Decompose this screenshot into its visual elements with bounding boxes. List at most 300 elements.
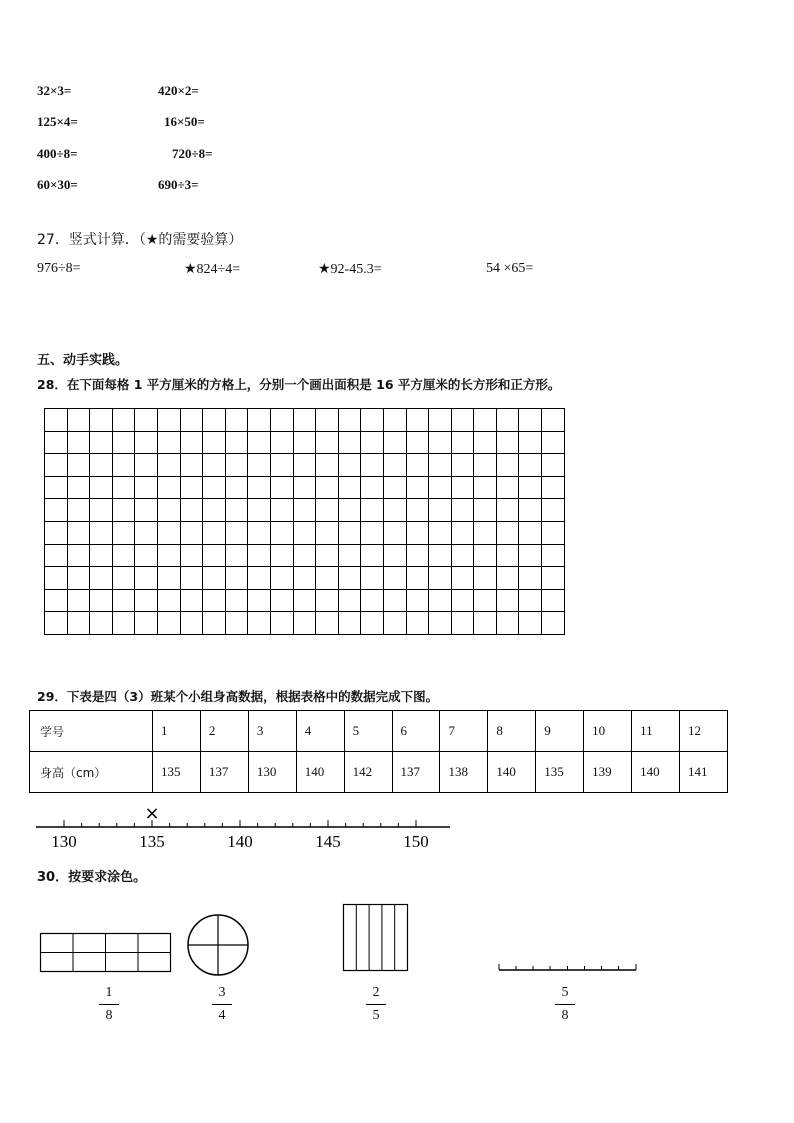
grid-cell[interactable] — [384, 590, 407, 613]
grid-cell[interactable] — [294, 477, 317, 500]
grid-cell[interactable] — [90, 567, 113, 590]
grid-cell[interactable] — [135, 409, 158, 432]
grid-cell[interactable] — [248, 409, 271, 432]
grid-cell[interactable] — [203, 432, 226, 455]
grid-cell[interactable] — [497, 522, 520, 545]
table-cell: 140 — [296, 752, 344, 793]
grid-cell[interactable] — [384, 545, 407, 568]
grid-cell[interactable] — [113, 454, 136, 477]
grid-cell[interactable] — [68, 499, 91, 522]
grid-cell[interactable] — [271, 545, 294, 568]
grid-cell[interactable] — [135, 590, 158, 613]
table-cell: 139 — [584, 752, 632, 793]
grid-cell[interactable] — [542, 432, 565, 455]
grid-cell[interactable] — [203, 409, 226, 432]
grid-cell[interactable] — [181, 612, 204, 635]
grid-cell[interactable] — [68, 477, 91, 500]
grid-cell[interactable] — [452, 409, 475, 432]
grid-cell[interactable] — [407, 567, 430, 590]
grid-cell[interactable] — [248, 612, 271, 635]
grid-cell[interactable] — [316, 409, 339, 432]
number-line-label: 130 — [51, 832, 77, 851]
grid-cell[interactable] — [429, 590, 452, 613]
table-cell: 7 — [440, 711, 488, 752]
grid-cell[interactable] — [90, 590, 113, 613]
grid-cell[interactable] — [407, 499, 430, 522]
grid-cell[interactable] — [361, 590, 384, 613]
grid-cell[interactable] — [316, 567, 339, 590]
grid-cell[interactable] — [407, 590, 430, 613]
grid-cell[interactable] — [68, 454, 91, 477]
grid-cell[interactable] — [316, 545, 339, 568]
grid-cell[interactable] — [203, 477, 226, 500]
q27-item-4: 54 ×65= — [486, 261, 534, 276]
grid-cell[interactable] — [339, 567, 362, 590]
grid-cell[interactable] — [452, 612, 475, 635]
grid-cell[interactable] — [519, 409, 542, 432]
grid-cell[interactable] — [542, 522, 565, 545]
table-cell: 142 — [344, 752, 392, 793]
grid-cell[interactable] — [248, 590, 271, 613]
table-cell: 130 — [248, 752, 296, 793]
oral-calc-4-left: 60×30= — [37, 177, 78, 192]
grid-cell[interactable] — [181, 545, 204, 568]
grid-cell[interactable] — [113, 567, 136, 590]
grid-cell[interactable] — [384, 409, 407, 432]
fraction-bar — [366, 1004, 386, 1005]
grid-cell[interactable] — [339, 477, 362, 500]
q27-item-3: ★92-45.3= — [318, 262, 382, 277]
grid-cell[interactable] — [316, 522, 339, 545]
grid-cell[interactable] — [316, 454, 339, 477]
grid-cell[interactable] — [542, 590, 565, 613]
fraction-numerator: 3 — [218, 985, 226, 1000]
grid-cell[interactable] — [271, 432, 294, 455]
table-cell: 135 — [153, 752, 201, 793]
grid-cell[interactable] — [181, 454, 204, 477]
number-line-label: 150 — [403, 832, 429, 851]
grid-cell[interactable] — [248, 567, 271, 590]
table-cell: 11 — [632, 711, 680, 752]
grid-cell[interactable] — [542, 545, 565, 568]
grid-cell[interactable] — [90, 545, 113, 568]
grid-cell[interactable] — [316, 499, 339, 522]
grid-cell[interactable] — [113, 590, 136, 613]
grid-cell[interactable] — [248, 432, 271, 455]
row-label-number: 学号 — [30, 711, 153, 752]
grid-cell[interactable] — [158, 567, 181, 590]
grid-cell[interactable] — [339, 454, 362, 477]
q29-title: 29．下表是四（3）班某个小组身高数据，根据表格中的数据完成下图。 — [37, 689, 439, 704]
rect-eighths-figure[interactable] — [40, 933, 172, 973]
grid-cell[interactable] — [497, 545, 520, 568]
grid-cell[interactable] — [226, 409, 249, 432]
q28-title: 28．在下面每格 1 平方厘米的方格上，分别一个画出面积是 16 平方厘米的长方形和正方形。 — [37, 377, 561, 392]
grid-cell[interactable] — [384, 612, 407, 635]
table-row-number — [30, 711, 728, 752]
grid-cell[interactable] — [384, 454, 407, 477]
oral-calc-3-left: 400÷8= — [37, 146, 78, 161]
q30-title: 30．按要求涂色。 — [37, 870, 147, 885]
table-cell: 140 — [632, 752, 680, 793]
grid-cell[interactable] — [271, 590, 294, 613]
grid-cell[interactable] — [452, 545, 475, 568]
grid-cell[interactable] — [497, 477, 520, 500]
grid-cell[interactable] — [158, 545, 181, 568]
number-line-label: 145 — [315, 832, 341, 851]
grid-cell[interactable] — [45, 409, 68, 432]
oral-calc-3-right: 720÷8= — [172, 146, 213, 161]
grid-cell[interactable] — [542, 567, 565, 590]
rect-outline — [344, 905, 408, 971]
grid-cell[interactable] — [135, 545, 158, 568]
q27-item-1: 976÷8= — [37, 261, 81, 276]
table-cell: 1 — [153, 711, 201, 752]
grid-cell[interactable] — [68, 590, 91, 613]
grid-cell[interactable] — [407, 477, 430, 500]
grid-cell[interactable] — [294, 432, 317, 455]
grid-cell[interactable] — [226, 454, 249, 477]
grid-cell[interactable] — [519, 567, 542, 590]
grid-cell[interactable] — [90, 499, 113, 522]
grid-cell[interactable] — [339, 499, 362, 522]
grid-cell[interactable] — [474, 477, 497, 500]
grid-cell[interactable] — [68, 567, 91, 590]
table-cell: 8 — [488, 711, 536, 752]
grid-cell[interactable] — [384, 567, 407, 590]
grid-cell[interactable] — [45, 499, 68, 522]
grid-cell[interactable] — [316, 590, 339, 613]
grid-cell[interactable] — [135, 499, 158, 522]
grid-cell[interactable] — [542, 612, 565, 635]
grid-cell[interactable] — [135, 432, 158, 455]
grid-cell[interactable] — [135, 567, 158, 590]
grid-cell[interactable] — [452, 477, 475, 500]
table-cell: 137 — [392, 752, 440, 793]
grid-cell[interactable] — [135, 454, 158, 477]
grid-cell[interactable] — [271, 567, 294, 590]
table-cell: 140 — [488, 752, 536, 793]
grid-cell[interactable] — [519, 522, 542, 545]
grid-cell[interactable] — [452, 567, 475, 590]
grid-cell[interactable] — [158, 477, 181, 500]
grid-cell[interactable] — [294, 590, 317, 613]
grid-cell[interactable] — [113, 409, 136, 432]
table-row-height — [30, 752, 728, 793]
table-cell: 2 — [200, 711, 248, 752]
grid-cell[interactable] — [452, 454, 475, 477]
grid-cell[interactable] — [361, 612, 384, 635]
grid-cell[interactable] — [361, 409, 384, 432]
oral-calc-2-right: 16×50= — [164, 114, 205, 129]
grid-cell[interactable] — [497, 499, 520, 522]
grid-cell[interactable] — [294, 612, 317, 635]
height-number-line[interactable] — [36, 800, 476, 850]
grid-cell[interactable] — [452, 590, 475, 613]
grid-cell[interactable] — [203, 612, 226, 635]
circle-quarters-figure[interactable] — [187, 914, 249, 976]
number-line-mark: × — [144, 803, 160, 824]
grid-cell[interactable] — [519, 612, 542, 635]
grid-cell[interactable] — [113, 522, 136, 545]
grid-cell[interactable] — [271, 522, 294, 545]
grid-cell[interactable] — [339, 590, 362, 613]
grid-cell[interactable] — [90, 477, 113, 500]
table-cell: 10 — [584, 711, 632, 752]
fraction-bar — [555, 1004, 575, 1005]
grid-cell[interactable] — [429, 499, 452, 522]
grid-cell[interactable] — [181, 522, 204, 545]
grid-cell[interactable] — [316, 432, 339, 455]
grid-cell[interactable] — [181, 432, 204, 455]
table-cell: 137 — [200, 752, 248, 793]
grid-cell[interactable] — [361, 567, 384, 590]
grid-cell[interactable] — [429, 545, 452, 568]
grid-cell[interactable] — [158, 612, 181, 635]
grid-cell[interactable] — [407, 545, 430, 568]
grid-cell[interactable] — [248, 477, 271, 500]
fraction-numerator: 2 — [372, 985, 380, 1000]
grid-cell[interactable] — [45, 545, 68, 568]
grid-cell[interactable] — [226, 567, 249, 590]
grid-cell[interactable] — [158, 432, 181, 455]
grid-cell[interactable] — [226, 499, 249, 522]
grid-cell[interactable] — [45, 522, 68, 545]
fraction-4 — [555, 984, 575, 1025]
height-table — [29, 710, 728, 793]
grid-cell[interactable] — [542, 499, 565, 522]
grid-cell[interactable] — [113, 432, 136, 455]
grid-cell[interactable] — [497, 590, 520, 613]
grid-cell[interactable] — [474, 567, 497, 590]
grid-cell[interactable] — [181, 477, 204, 500]
grid-cell[interactable] — [271, 409, 294, 432]
grid-cell[interactable] — [90, 409, 113, 432]
grid-cell[interactable] — [248, 545, 271, 568]
grid-cell[interactable] — [135, 477, 158, 500]
grid-cell[interactable] — [474, 454, 497, 477]
table-cell: 6 — [392, 711, 440, 752]
grid-cell[interactable] — [294, 409, 317, 432]
grid-cell[interactable] — [45, 567, 68, 590]
table-cell: 138 — [440, 752, 488, 793]
grid-cell[interactable] — [519, 432, 542, 455]
grid-cell[interactable] — [339, 409, 362, 432]
grid-cell[interactable] — [497, 454, 520, 477]
grid-cell[interactable] — [248, 499, 271, 522]
grid-cell[interactable] — [361, 432, 384, 455]
q27-title: 27．竖式计算．（★的需要验算） — [37, 232, 243, 248]
grid-cell[interactable] — [407, 612, 430, 635]
number-line-label: 135 — [139, 832, 165, 851]
grid-cell[interactable] — [361, 522, 384, 545]
table-cell: 5 — [344, 711, 392, 752]
grid-cell[interactable] — [542, 409, 565, 432]
grid-cell[interactable] — [226, 522, 249, 545]
grid-cell[interactable] — [45, 590, 68, 613]
fraction-bar — [99, 1004, 119, 1005]
oral-calc-4-right: 690÷3= — [158, 177, 199, 192]
grid-cell[interactable] — [90, 612, 113, 635]
grid-cell[interactable] — [474, 590, 497, 613]
grid-cell[interactable] — [407, 522, 430, 545]
grid-cell[interactable] — [429, 477, 452, 500]
grid-cell[interactable] — [45, 432, 68, 455]
grid-cell[interactable] — [181, 567, 204, 590]
grid-cell[interactable] — [135, 522, 158, 545]
table-cell: 141 — [679, 752, 727, 793]
segment-eighths-figure[interactable] — [498, 960, 638, 974]
fraction-bar — [212, 1004, 232, 1005]
grid-cell[interactable] — [294, 545, 317, 568]
grid-cell[interactable] — [542, 477, 565, 500]
grid-cell[interactable] — [384, 522, 407, 545]
grid-cell[interactable] — [203, 590, 226, 613]
grid-cell[interactable] — [294, 499, 317, 522]
grid-cell[interactable] — [248, 522, 271, 545]
grid-cell[interactable] — [452, 432, 475, 455]
grid-cell[interactable] — [181, 499, 204, 522]
grid-cell[interactable] — [113, 545, 136, 568]
grid-cell[interactable] — [519, 477, 542, 500]
grid-cell[interactable] — [497, 567, 520, 590]
grid-cell[interactable] — [226, 432, 249, 455]
grid-cell[interactable] — [226, 477, 249, 500]
grid-cell[interactable] — [294, 522, 317, 545]
fraction-denominator: 8 — [561, 1008, 569, 1023]
oral-calc-1-right: 420×2= — [158, 83, 199, 98]
table-cell: 3 — [248, 711, 296, 752]
fraction-numerator: 1 — [105, 985, 113, 1000]
grid-cell[interactable] — [68, 522, 91, 545]
grid-cell[interactable] — [339, 522, 362, 545]
grid-cell[interactable] — [474, 612, 497, 635]
grid-cell[interactable] — [474, 432, 497, 455]
grid-cell[interactable] — [429, 612, 452, 635]
grid-cell[interactable] — [203, 545, 226, 568]
grid-cell[interactable] — [361, 454, 384, 477]
grid-cell[interactable] — [361, 477, 384, 500]
grid-cell[interactable] — [407, 454, 430, 477]
grid-cell[interactable] — [407, 409, 430, 432]
grid-cell[interactable] — [316, 612, 339, 635]
grid-cell[interactable] — [519, 545, 542, 568]
grid-cell[interactable] — [203, 454, 226, 477]
grid-cell[interactable] — [474, 409, 497, 432]
grid-cell[interactable] — [135, 612, 158, 635]
rect-fifths-figure[interactable] — [343, 904, 409, 972]
grid-cell[interactable] — [384, 499, 407, 522]
fraction-denominator: 8 — [105, 1008, 113, 1023]
grid-cell[interactable] — [226, 590, 249, 613]
grid-cell[interactable] — [519, 590, 542, 613]
grid-cell[interactable] — [542, 454, 565, 477]
grid-cell[interactable] — [474, 499, 497, 522]
fraction-denominator: 5 — [372, 1008, 380, 1023]
grid-cell[interactable] — [203, 499, 226, 522]
grid-cell[interactable] — [429, 454, 452, 477]
number-line-label: 140 — [227, 832, 253, 851]
grid-cell[interactable] — [68, 612, 91, 635]
grid-cell[interactable] — [497, 409, 520, 432]
grid-cell[interactable] — [203, 567, 226, 590]
grid-cell[interactable] — [361, 545, 384, 568]
grid-cell[interactable] — [339, 612, 362, 635]
grid-cell[interactable] — [271, 499, 294, 522]
grid-cell[interactable] — [407, 432, 430, 455]
grid-cell[interactable] — [294, 454, 317, 477]
grid-cell[interactable] — [90, 454, 113, 477]
grid-cell[interactable] — [294, 567, 317, 590]
grid-cell[interactable] — [181, 409, 204, 432]
grid-cell[interactable] — [113, 499, 136, 522]
row-label-height: 身高（cm） — [30, 752, 153, 793]
table-cell: 4 — [296, 711, 344, 752]
grid-cell[interactable] — [158, 454, 181, 477]
grid-cell[interactable] — [68, 409, 91, 432]
grid-cell[interactable] — [45, 612, 68, 635]
grid-cell[interactable] — [90, 522, 113, 545]
grid-cell[interactable] — [452, 499, 475, 522]
grid-cell[interactable] — [339, 545, 362, 568]
grid-cell[interactable] — [226, 612, 249, 635]
grid-cell[interactable] — [90, 432, 113, 455]
grid-cell[interactable] — [339, 432, 362, 455]
grid-cell[interactable] — [158, 409, 181, 432]
oral-calc-1-left: 32×3= — [37, 83, 72, 98]
grid-cell[interactable] — [45, 454, 68, 477]
grid-cell[interactable] — [113, 612, 136, 635]
table-cell: 9 — [536, 711, 584, 752]
grid-cell[interactable] — [384, 432, 407, 455]
section-5-title: 五、动手实践。 — [37, 353, 129, 368]
grid-cell[interactable] — [429, 409, 452, 432]
grid-cell[interactable] — [181, 590, 204, 613]
table-cell: 12 — [679, 711, 727, 752]
grid-cell[interactable] — [271, 477, 294, 500]
grid-cell[interactable] — [203, 522, 226, 545]
grid-cell[interactable] — [497, 432, 520, 455]
q27-item-2: ★824÷4= — [184, 262, 241, 277]
square-grid[interactable] — [44, 408, 565, 635]
grid-cell[interactable] — [248, 454, 271, 477]
grid-cell[interactable] — [68, 432, 91, 455]
grid-cell[interactable] — [158, 522, 181, 545]
grid-cell[interactable] — [474, 522, 497, 545]
grid-cell[interactable] — [429, 522, 452, 545]
grid-cell[interactable] — [474, 545, 497, 568]
grid-cell[interactable] — [316, 477, 339, 500]
grid-cell[interactable] — [519, 499, 542, 522]
grid-cell[interactable] — [113, 477, 136, 500]
grid-cell[interactable] — [45, 477, 68, 500]
table-cell: 135 — [536, 752, 584, 793]
grid-cell[interactable] — [271, 612, 294, 635]
oral-calc-2-left: 125×4= — [37, 114, 78, 129]
grid-cell[interactable] — [429, 432, 452, 455]
grid-cell[interactable] — [361, 499, 384, 522]
grid-cell[interactable] — [519, 454, 542, 477]
grid-cell[interactable] — [271, 454, 294, 477]
grid-cell[interactable] — [68, 545, 91, 568]
grid-cell[interactable] — [384, 477, 407, 500]
grid-cell[interactable] — [158, 590, 181, 613]
grid-cell[interactable] — [429, 567, 452, 590]
grid-cell[interactable] — [497, 612, 520, 635]
grid-cell[interactable] — [226, 545, 249, 568]
grid-cell[interactable] — [158, 499, 181, 522]
grid-cell[interactable] — [452, 522, 475, 545]
